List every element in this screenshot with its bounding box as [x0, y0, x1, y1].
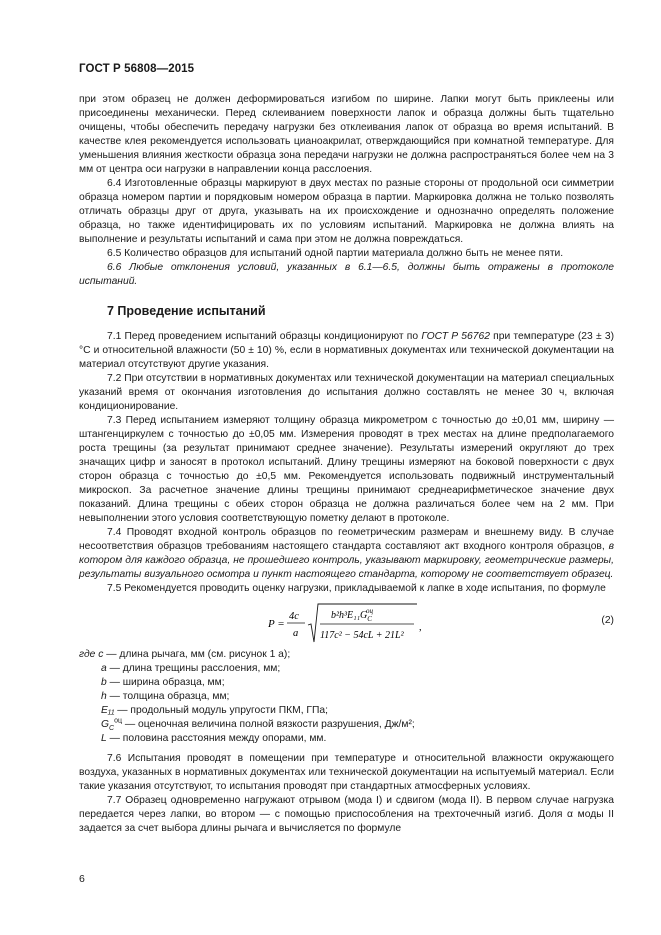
paragraph-7-6: 7.6 Испытания проводят в помещении при температуре и относительной влажности окружающего воздуха, указанных в нормативных документах или технической документации на испытуемый материал. Если такие указания отсутствуют, то испытания проводят при стандартных атмосферных условиях. [79, 753, 614, 792]
sqrt-denominator: 117c² − 54cL + 21L² [320, 630, 404, 641]
formula-frac-den: a [293, 628, 299, 639]
symbol: a [101, 663, 107, 674]
paragraph-7-2: 7.2 При отсутствии в нормативных документах или технической документации на материал специальных указаний время от окончания изготовления до испытания должно составлять не менее 30 ч, включая кондиционирование. [79, 373, 614, 412]
symbol: G [101, 719, 110, 730]
description: — продольный модуль упругости ПКМ, ГПа; [114, 705, 328, 716]
list-item [79, 718, 614, 732]
symbol: где c [79, 649, 104, 660]
symbol: b [101, 677, 107, 688]
list-item [79, 648, 614, 662]
text-span: при температуре (23 ± 3) °С и относительной влажности (50 ± 10) %, если в нормативных документах или технической документации на материал отсутствуют другие указания. [79, 331, 615, 370]
paragraph-6-6: 6.6 Любые отклонения условий, указанных в 6.1—6.5, должны быть отражены в протоколе испытаний. [79, 262, 614, 287]
paragraph-7-3: 7.3 Перед испытанием измеряют толщину образца микрометром с точностью до ±0,01 мм, ширину — штангенциркулем с точностью до ±0,05 мм. Измерения проводят в трех местах на длине предполагаемого роста трещины (за результат принимают среднее значение). Результаты измерений округляют до трех значащих цифр и заносят в протокол испытаний. Длину трещины измеряют на боковой поверхности с двух сторон образца с точностью до ±0,5 мм. Рекомендуется использовать подвижный инструментальный микроскоп. За расчетное значение длины трещины принимают среднеарифметическое значение двух показаний. Длина трещины с обеих сторон образца не должна различаться более чем на 2 мм. При невыполнении этого условия соответствующую пометку делают в протоколе. [79, 415, 614, 524]
sqrt-num-sup: оц [365, 607, 373, 615]
formula-lhs: P = [268, 618, 285, 630]
symbol: h [101, 691, 107, 702]
symbol-subscript: C [109, 725, 115, 733]
formula-frac-num: 4c [289, 611, 299, 622]
document-body [79, 93, 614, 836]
description: — толщина образца, мм; [106, 691, 230, 702]
description: — ширина образца, мм; [106, 677, 225, 688]
paragraph: при этом образец не должен деформироваться изгибом по ширине. Лапки могут быть приклеены или присоединены механически. Перед склеиванием поверхности лапок и образца должны быть тщательно очищены, чтобы обеспечить передачу нагрузки без отклеивания лапок от образца во время испытаний. В качестве клея рекомендуется использовать цианоакрилат, отверждающийся при комнатной температуре. Для уменьшения влияния жесткости образца зона передачи нагрузки не должна распространяться более чем на 3 мм от центра оси нагрузки в направлении конца расслоения. [79, 94, 614, 175]
sqrt-numerator [331, 607, 373, 623]
where-list [79, 648, 614, 746]
sqrt-num-main: b²h³E₁₁G [331, 610, 368, 621]
formula-end: , [419, 622, 422, 633]
paragraph-6-4: 6.4 Изготовленные образцы маркируют в двух местах по разные стороны от продольной оси симметрии образца номером партии и порядковым номером образца в партии. Маркировка должна не только позволять отличать образцы друг от друга, указывать на их происхождение и однозначно определять положение образца, но также идентифицировать их по условиям испытаний. Маркировка не должна влиять на выполнение и результаты испытаний и сама при этом не должна повреждаться. [79, 178, 614, 245]
formula-graphic [79, 600, 549, 646]
description: — длина рычага, мм (см. рисунок 1 а); [103, 649, 291, 660]
description: — половина расстояния между опорами, мм. [106, 733, 327, 744]
list-item [79, 732, 614, 746]
symbol: E₁₁ [101, 705, 115, 716]
page-number: 6 [79, 873, 85, 885]
paragraph-7-1 [79, 330, 614, 372]
text-span: 7.4 Проводят входной контроль образцов по геометрическим размерам и внешнему виду. В случае несоответствия образцов требованиям настоящего стандарта составляют акт входного контроля образцов, [79, 527, 614, 552]
description: — оценочная величина полной вязкости разрушения, Дж/м²; [121, 719, 415, 730]
paragraph-7-5: 7.5 Рекомендуется проводить оценку нагрузки, прикладываемой к лапке в ходе испытания, по формуле [107, 583, 606, 594]
document-header: ГОСТ Р 56808—2015 [79, 63, 195, 75]
paragraph-6-5: 6.5 Количество образцов для испытаний одной партии материала должно быть не менее пяти. [107, 248, 564, 259]
formula-number: (2) [601, 615, 614, 626]
text-span: 7.1 Перед проведением испытаний образцы кондиционируют по [107, 331, 422, 342]
list-item [79, 676, 614, 690]
description: — длина трещины расслоения, мм; [106, 663, 281, 674]
paragraph-7-4 [79, 526, 614, 582]
list-item [79, 662, 614, 676]
standard-reference: ГОСТ Р 56762 [421, 331, 490, 342]
paragraph-7-7: 7.7 Образец одновременно нагружают отрывом (мода I) и сдвигом (мода II). В первом случае нагрузка передается через лапки, во втором — с помощью приспособления на трехточечный изгиб. Доля α моды II задается за счет выбора длины рычага и вычисляется по формуле [79, 795, 614, 834]
formula-2 [79, 600, 614, 646]
section-title: 7 Проведение испытаний [107, 304, 266, 318]
list-item [79, 690, 614, 704]
symbol: L [101, 733, 107, 744]
symbol-superscript: оц [114, 717, 122, 725]
sqrt-num-sub: C [367, 615, 372, 623]
list-item [79, 704, 614, 718]
italic-span: в котором для каждого образца, не прошедшего контроль, указывают маркировку, геометрические размеры, результаты визуального осмотра и пункт настоящего стандарта, которому не соответствует образец. [79, 541, 614, 580]
